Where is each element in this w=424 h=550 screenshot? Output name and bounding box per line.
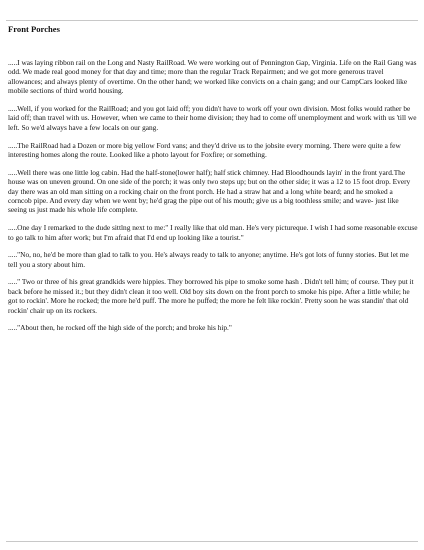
page-title: Front Porches xyxy=(8,24,60,34)
paragraph-1: .....I was laying ribbon rail on the Long and Nasty RailRoad. We were working out of Pennington Gap, Virginia. Life on the Rail Gang was odd. We made real good money for that day and time; more than the regular Track Repairmen; and we got more generous travel allowances; and always plenty of overtime. On the other hand; we worked like convicts on a chain gang; and our CampCars looked like mobile sections of third world housing. xyxy=(8,58,417,96)
paragraph-6: ....."No, no, he'd be more than glad to talk to you. He's always ready to talk to anyone; anytime. He's got lots of funny stories. But let me tell you a story about him. xyxy=(8,250,409,269)
paragraph-2: .....Well, if you worked for the RailRoad; and you got laid off; you didn't have to work off your own division. Most folks would rather be laid off; than travel with us. However, when we came to their home division; they had to come off unemployment and work with us 'till we left. So we'd always have a few locals on our gang. xyxy=(8,104,417,132)
story-body xyxy=(8,58,418,341)
top-divider xyxy=(6,20,418,21)
paragraph-5: .....One day I remarked to the dude sittlng next to me:" I really like that old man. He's very pictureque. I wish I had some reasonable excuse to go talk to him after work; but I'm afraid that I'd end up looking like a tourist." xyxy=(8,223,418,242)
paragraph-7: ....." Two or three of his great grandkids were hippies. They borrowed his pipe to smoke some hash . Didn't tell him; of course. They put it back before he missed it.; but they didn't clean it too well. Old boy sits down on the front porch to smoke his pipe. After a little while; he got to rockin'. More he rocked; the more he'd puff. The more he puffed; the more he felt like rockin'. Pretty soon he was standin' that old rockin' chair up on its rockers. xyxy=(8,277,414,315)
paragraph-4: .....Well there was one little log cabin. Had the half-stone(lower half); half stick chimney. Had Bloodhounds layin' in the front yard.The house was on uneven ground. On one side of the porch; it was only two steps up; but on the other side; it was a 12 to 15 foot drop. Every day there was an old man sitting on a rocking chair on the front porch. He had a straw hat and a long white beard; and he smoked a corncob pipe. And every day when we went by; he'd grag the pipe out of his mouth; give us a big toothless smile; and wave- just like seeing us just made his whole life complete. xyxy=(8,167,411,215)
bottom-divider xyxy=(6,541,418,542)
paragraph-3: .....The RailRoad had a Dozen or more big yellow Ford vans; and they'd drive us to the jobsite every morning. There were quite a few interesting homes along the route. Looked like a photo layout for Foxfire; or something. xyxy=(8,140,401,159)
paragraph-8: ....."About then, he rocked off the high side of the porch; and broke his hip." xyxy=(8,323,232,333)
